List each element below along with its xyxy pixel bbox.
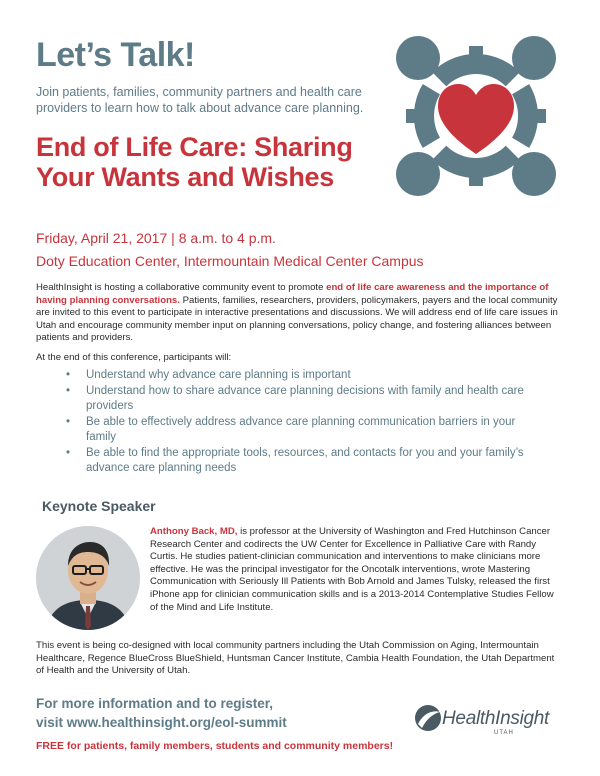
description-highlight: end of life care awareness and the importance of having planning conversations. (36, 282, 549, 306)
list-item: • Be able to effectively address advance care planning communication barriers in your family (66, 416, 516, 443)
keynote-heading: Keynote Speaker (42, 498, 156, 514)
outcomes-list (66, 368, 536, 477)
description-part-1: HealthInsight is hosting a collaborative community event to promote (36, 282, 327, 293)
speaker-bio-text: is professor at the University of Washington and Fred Hutchinson Cancer Research Center and codirects the UW Center for Excellence in Palliative Care with Randy Curtis. He studies patient-clinician communication and interventions to make clinicians more effective. He was the principal investigator for the Oncotalk interventions, wrote Mastering Communication with Seriously Ill Patients with Bob Arnold and James Tulsky, released the first iPhone app for clinician communication skills and is a 2013-2014 Contemplative Studies Fellow of the Mind and Life Institute. (150, 526, 554, 613)
speaker-bio (150, 526, 564, 614)
page-title: Let’s Talk! (36, 36, 195, 74)
bullet-icon: • (66, 385, 71, 397)
outcomes-intro: At the end of this conference, participants will: (36, 352, 232, 363)
list-item: • Be able to find the appropriate tools, resources, and contacts for you and your family’s advance care planning needs (66, 447, 524, 474)
bullet-icon: • (66, 447, 71, 459)
more-info (36, 694, 287, 732)
bullet-icon: • (66, 416, 71, 428)
intro-text: Join patients, families, community partners and health care providers to learn how to talk about advance care planning. (36, 85, 364, 115)
bullet-icon: • (66, 369, 71, 381)
list-item: • Understand how to share advance care planning decisions with family and health care providers (66, 385, 524, 412)
register-link[interactable]: visit www.healthinsight.org/eol-summit (36, 715, 287, 730)
description-part-2: Patients, families, researchers, providers, policymakers, payers and the local community are invited to this event to participate in interactive presentations and discussions. We will address end of life care issues in Utah and encourage community member input on planning conversations, policy change, and fostering alliances between patients and providers. (36, 294, 558, 344)
event-time: 8 a.m. to 4 p.m. (178, 230, 276, 246)
event-title: End of Life Care: Sharing Your Wants and Wishes (36, 132, 353, 192)
logo-wordmark: HealthInsight (442, 708, 550, 729)
heart-community-icon (386, 26, 566, 206)
event-date: Friday, April 21, 2017 (36, 230, 168, 246)
list-item: • Understand why advance care planning is important (66, 369, 351, 381)
event-venue: Doty Education Center, Intermountain Medical Center Campus (36, 253, 424, 269)
speaker-name: Anthony Back, MD, (150, 526, 238, 537)
date-separator: | (171, 230, 175, 246)
logo-subtitle: UTAH (494, 730, 514, 736)
speaker-photo (36, 526, 140, 630)
partners-text: This event is being co-designed with local community partners including the Utah Commission on Aging, Intermountain Healthcare, Regence BlueCross BlueShield, Huntsman Cancer Institute, Cambia Health Foundation, the Utah Department of Health and the University of Utah. (36, 640, 555, 677)
speaker-portrait-icon (36, 526, 140, 630)
event-description (36, 282, 564, 345)
event-date-time (36, 230, 276, 246)
more-info-line-1: For more information and to register, (36, 696, 274, 711)
free-admission-note: FREE for patients, family members, students and community members! (36, 740, 394, 752)
